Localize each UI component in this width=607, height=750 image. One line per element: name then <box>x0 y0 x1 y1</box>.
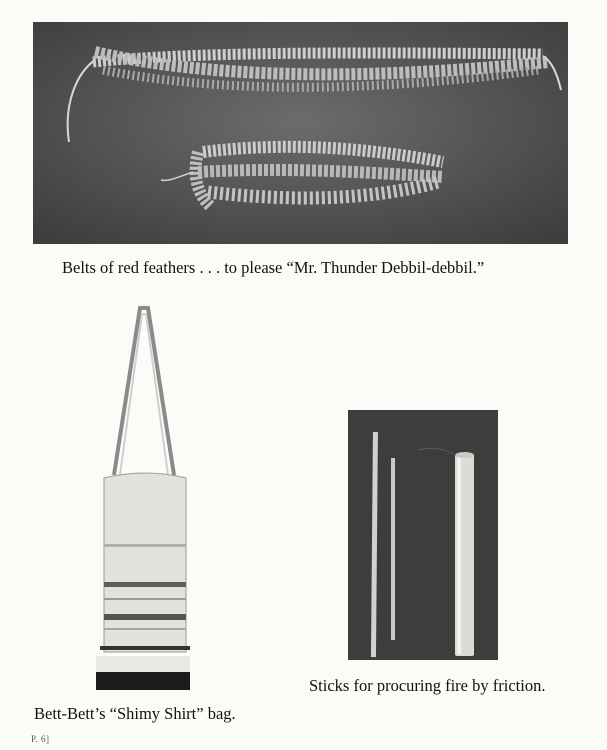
shimy-shirt-bag-photo <box>90 300 200 692</box>
feather-belts-caption: Belts of red feathers . . . to please “Mr. Thunder Debbil-debbil.” <box>62 258 485 277</box>
fire-sticks-photo <box>348 410 498 660</box>
bag-caption: Bett-Bett’s “Shimy Shirt” bag. <box>34 704 236 723</box>
fire-sticks-caption: Sticks for procuring fire by friction. <box>309 676 546 695</box>
feather-belts-photo <box>33 22 568 244</box>
page-marker: P. 6] <box>31 734 50 744</box>
